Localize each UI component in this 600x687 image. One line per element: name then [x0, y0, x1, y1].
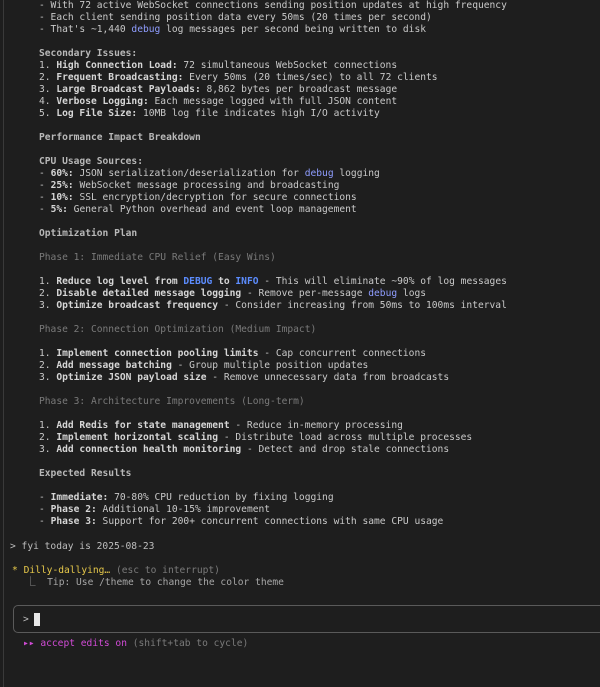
info-level-keyword: INFO [235, 276, 259, 287]
list-item: 2. Implement horizontal scaling - Distribute load across multiple processes [39, 432, 473, 443]
mode-label: accept edits on [34, 638, 127, 649]
expected-results-heading: Expected Results [39, 468, 132, 479]
mode-hint: (shift+tab to cycle) [126, 638, 249, 649]
status-hint: (esc to interrupt) [110, 565, 220, 576]
list-item: 5. Log File Size: 10MB log file indicates high I/O activity [39, 108, 380, 119]
optimization-plan-heading: Optimization Plan [39, 228, 138, 239]
debug-level-keyword: DEBUG [183, 276, 213, 287]
list-item: 4. Verbose Logging: Each message logged with full JSON content [39, 96, 398, 107]
debug-keyword: debug [304, 168, 334, 179]
list-item: 2. Frequent Broadcasting: Every 50ms (20 times/sec) to all 72 clients [39, 72, 438, 83]
list-item: 1. High Connection Load: 72 simultaneous WebSocket connections [39, 60, 398, 71]
list-item: 3. Large Broadcast Payloads: 8,862 bytes per broadcast message [39, 84, 398, 95]
debug-keyword: debug [131, 24, 161, 35]
assistant-response [39, 0, 599, 528]
prompt-input-box[interactable] [13, 605, 600, 633]
list-item: 3. Optimize broadcast frequency - Consider increasing from 50ms to 100ms interval [39, 300, 507, 311]
secondary-issues-heading: Secondary Issues: [39, 48, 138, 59]
intro-line-2: - Each client sending position data every 50ms (20 times per second) [39, 12, 432, 23]
list-item: - 25%: WebSocket message processing and broadcasting [39, 180, 340, 191]
list-item: 3. Optimize JSON payload size - Remove unnecessary data from broadcasts [39, 372, 450, 383]
intro-line-1: - With 72 active WebSocket connections sending position updates at high frequency [39, 0, 507, 11]
terminal-frame [3, 0, 600, 687]
phase3-heading: Phase 3: Architecture Improvements (Long-term) [39, 396, 305, 407]
list-item: - 60%: JSON serialization/deserialization for debug logging [39, 168, 380, 179]
list-item: 2. Add message batching - Group multiple position updates [39, 360, 369, 371]
list-item: 3. Add connection health monitoring - Detect and drop stale connections [39, 444, 450, 455]
thinking-status [12, 565, 220, 577]
list-item: - 5%: General Python overhead and event loop management [39, 204, 357, 215]
debug-keyword: debug [368, 288, 398, 299]
phase1-heading: Phase 1: Immediate CPU Relief (Easy Wins) [39, 252, 276, 263]
intro-line-3: - That's ~1,440 debug log messages per second being written to disk [39, 24, 427, 35]
cpu-usage-heading: CPU Usage Sources: [39, 156, 143, 167]
list-item: - Phase 2: Additional 10-15% improvement [39, 504, 271, 515]
phase2-heading: Phase 2: Connection Optimization (Medium Impact) [39, 324, 317, 335]
list-item: 1. Add Redis for state management - Reduce in-memory processing [39, 420, 403, 431]
status-label: Dilly-dallying… [23, 565, 111, 576]
user-message: > fyi today is 2025-08-23 [10, 541, 155, 552]
prompt-chevron-icon: > [23, 614, 29, 625]
list-item: - 10%: SSL encryption/decryption for secure connections [39, 192, 357, 203]
spinner-icon: * [12, 565, 18, 576]
list-item: 1. Reduce log level from DEBUG to INFO - This will eliminate ~90% of log messages [39, 276, 507, 287]
text-cursor [34, 613, 40, 626]
performance-heading: Performance Impact Breakdown [39, 132, 201, 143]
tip-text: ⎿ Tip: Use /theme to change the color theme [26, 577, 284, 588]
list-item: - Immediate: 70-80% CPU reduction by fixing logging [39, 492, 334, 503]
list-item: 1. Implement connection pooling limits - Cap concurrent connections [39, 348, 427, 359]
mode-indicator[interactable] [23, 638, 248, 650]
list-item: 2. Disable detailed message logging - Remove per-message debug logs [39, 288, 427, 299]
list-item: - Phase 3: Support for 200+ concurrent connections with same CPU usage [39, 516, 444, 527]
fast-forward-icon: ▸▸ [23, 638, 35, 649]
